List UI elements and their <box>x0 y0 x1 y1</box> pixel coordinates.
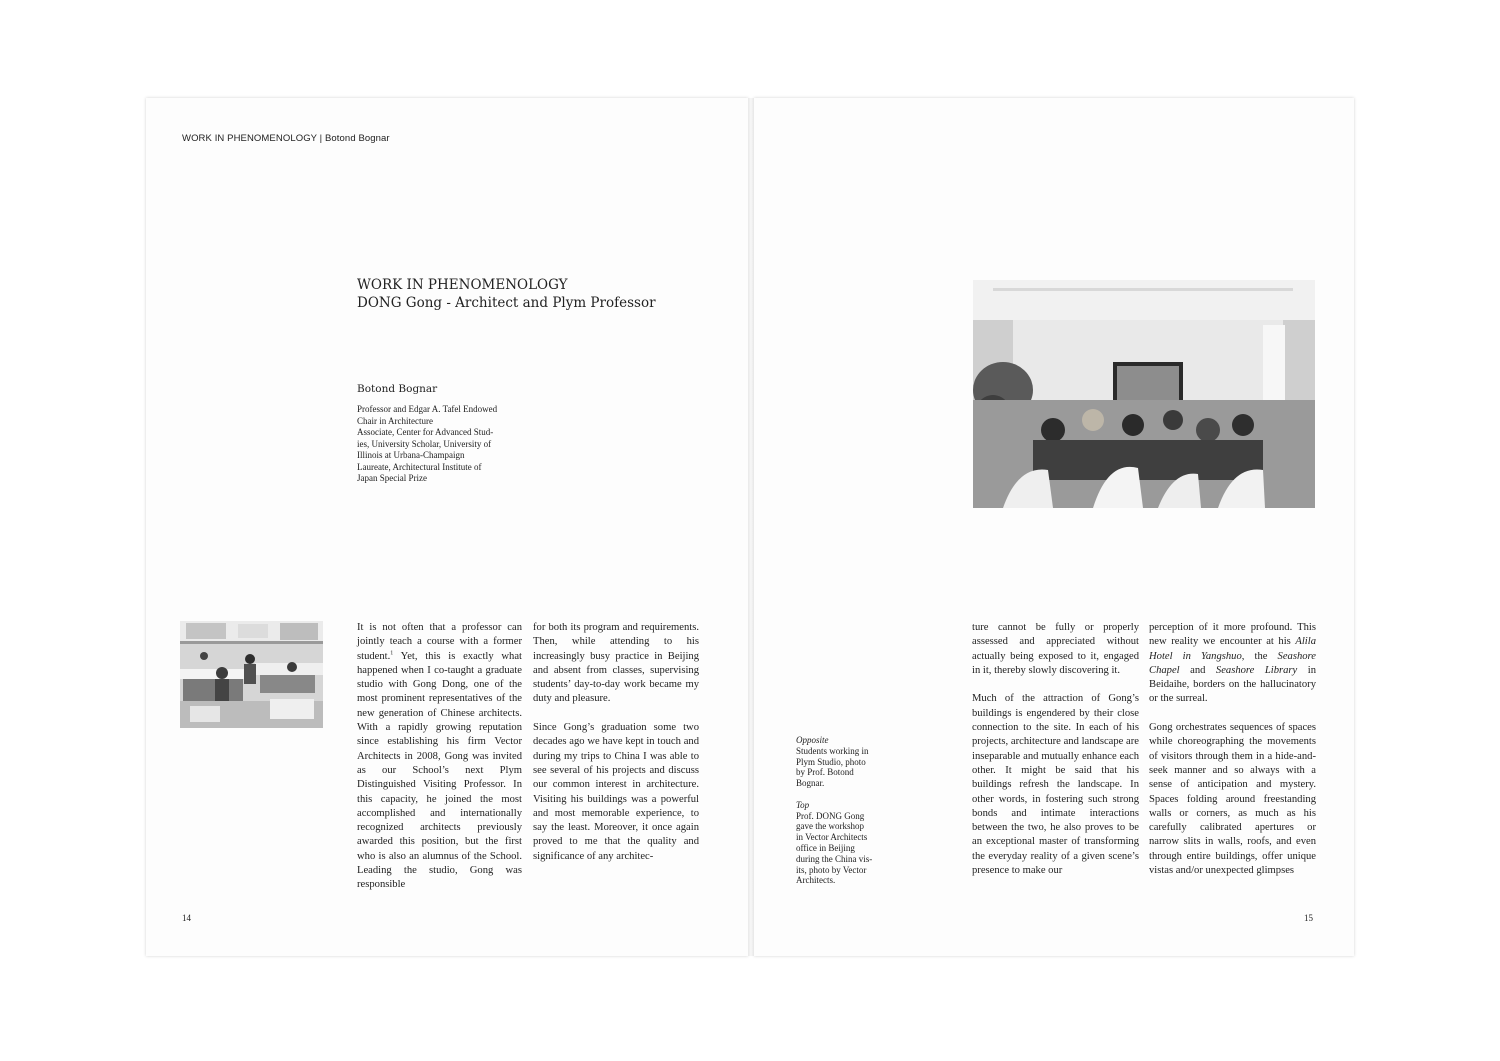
body-text: and <box>1179 664 1216 676</box>
caption-line: Plym Studio, photo <box>796 756 866 767</box>
page-number-left: 14 <box>182 913 191 923</box>
studio-photo-image <box>180 621 323 728</box>
photo-captions <box>796 735 891 886</box>
project-name: Seashore Library <box>1215 664 1298 676</box>
studio-photo <box>180 621 323 728</box>
title-line-2: DONG Gong - Architect and Plym Professor <box>357 295 656 311</box>
caption-line: during the China vis- <box>796 853 873 864</box>
workshop-photo <box>973 280 1315 508</box>
caption-line: Architects. <box>796 875 836 886</box>
body-paragraph: Since Gong’s graduation some two decades ago we have kept in touch and during my trips to China I was able to see several of his projects and discuss our common interest in architecture. Visiting his buildings was a powerful and most memorable experience, to say the least. Moreover, it once again proved to me that the quality and significance of any architec- <box>533 722 699 862</box>
body-paragraph: Much of the attraction of Gong’s buildings is engendered by their close connection to the site. In each of his projects, architecture and landscape are inseparable and mutually enhance each other. It might be said that his buildings refresh the landscape. In other words, in fostering such strong bonds and intimate interactions between the two, he also proves to be an exceptional master of transforming the everyday reality of a given scene’s presence to make our <box>972 693 1139 877</box>
caption-line: in Vector Architects <box>796 832 868 843</box>
body-text: It is not often that a professor can jointly teach a course with a former student. <box>357 622 522 662</box>
body-column-1 <box>357 621 522 893</box>
workshop-photo-image <box>973 280 1315 508</box>
caption-line: gave the workshop <box>796 821 864 832</box>
bio-line: Illinois at Urbana-Champaign <box>357 450 465 460</box>
caption-line: Prof. DONG Gong <box>796 810 865 821</box>
author-bio <box>357 404 527 485</box>
project-name: Seashore Chapel <box>1149 650 1316 676</box>
bio-line: Japan Special Prize <box>357 473 427 483</box>
caption-label-opposite: Opposite <box>796 735 829 745</box>
bio-line: ies, University Scholar, University of <box>357 438 492 449</box>
bio-line: Associate, Center for Advanced Stud- <box>357 427 494 437</box>
body-column-4 <box>1149 621 1316 878</box>
body-text: , the <box>1241 650 1278 662</box>
bio-line: Chair in Architecture <box>357 415 433 426</box>
body-text: in Beidaihe, borders on the hallucinatory or the surreal. <box>1149 664 1316 705</box>
caption-line: by Prof. Botond <box>796 767 854 778</box>
caption-label-top: Top <box>796 799 810 810</box>
page-number-right: 15 <box>1304 913 1313 923</box>
body-text: perception of it more profound. This new reality we encounter at his <box>1149 622 1316 648</box>
article-title <box>357 276 656 312</box>
footnote-marker[interactable]: 1 <box>390 650 394 657</box>
title-line-1: WORK IN PHENOMENOLOGY <box>357 277 568 293</box>
caption-line: Bognar. <box>796 778 825 789</box>
caption-line: office in Beijing <box>796 842 855 853</box>
spine-gutter <box>748 98 754 956</box>
body-paragraph: ture cannot be fully or properly assessed and appreciated without actually being exposed to it, engaged in it, thereby slowly discovering it. <box>972 622 1139 676</box>
bio-line: Professor and Edgar A. Tafel Endowed <box>357 404 498 414</box>
caption-line: its, photo by Vector <box>796 864 867 875</box>
body-paragraph: for both its program and requirements. Then, while attending to his increasingly busy practice in Beijing and absent from classes, supervising students’ day-to-day work became my duty and pleasure. <box>533 622 699 705</box>
body-column-2 <box>533 621 699 864</box>
caption-line: Students working in <box>796 745 869 756</box>
project-name: Alila Hotel in Yangshuo <box>1149 636 1316 662</box>
body-paragraph <box>357 621 522 893</box>
body-paragraph: Gong orchestrates sequences of spaces while choreographing the movements of visitors through them in a hide-and-seek manner and so always with a sense of anticipation and mystery. Spaces folding around freestanding walls or corners, as much as his carefully calibrated apertures or narrow slits in walls, roofs, and even through entire buildings, offer unique vistas and/or unexpected glimpses <box>1149 722 1316 877</box>
body-paragraph <box>1149 621 1316 707</box>
body-column-3 <box>972 621 1139 878</box>
author-name: Botond Bognar <box>357 383 438 395</box>
bio-line: Laureate, Architectural Institute of <box>357 461 482 472</box>
running-head: WORK IN PHENOMENOLOGY | Botond Bognar <box>182 133 390 144</box>
body-text: Yet, this is exactly what happened when I co-taught a graduate studio with Gong Dong, one of the most prominent representatives of the new generation of Chinese architects. With a rapidly growing reputation since establishing his firm Vector Architects in 2008, Gong was invited as our School’s next Plym Distinguished Visiting Professor. In this capacity, he joined the most accomplished and internationally recognized architects previously awarded this position, but the first who is also an alumnus of the School. Leading the studio, Gong was responsible <box>357 650 522 891</box>
